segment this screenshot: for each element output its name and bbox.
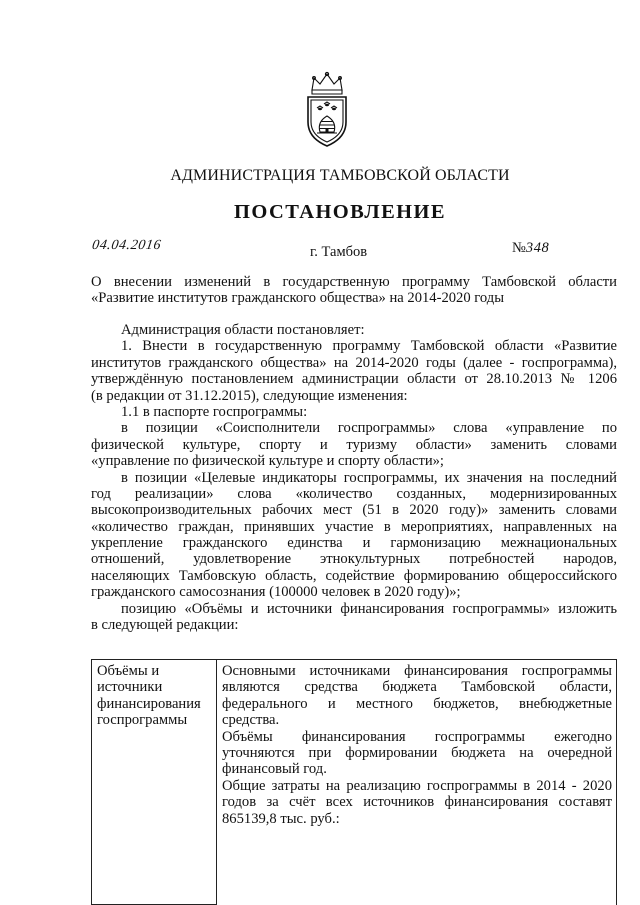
passport-table [91,659,617,905]
body-line: (в редакции от 31.12.2015), следующие изменения: [91,387,408,404]
body-line: Администрация области постановляет: [121,322,365,338]
value-line: финансовый год. [222,761,327,778]
document-number [512,240,549,256]
body-line: отношений, удовлетворение этнокультурных потребностей народов, [91,551,617,568]
body-line: населяющих Тамбовскую область, содействие формированию общероссийского [91,567,617,584]
value-line: уточняются при формировании бюджета на очередной [222,744,612,761]
body-line: гражданского самосознания (100000 человек в 2020 году)»; [91,584,461,601]
body-line: 1. Внести в государственную программу Тамбовской области «Развитие [121,338,617,355]
body-line: укрепление гражданского единства и гармонизацию межнациональных [91,535,617,552]
number-value: 348 [525,240,550,256]
body-line: высокопроизводительных рабочих мест (51 в 2020 году)» заменить словами [91,502,617,519]
value-line: являются средства бюджета Тамбовской области, [222,679,612,696]
document-type-title: ПОСТАНОВЛЕНИЕ [234,201,446,223]
number-sign: № [512,240,526,256]
document-city: г. Тамбов [310,244,368,260]
body-line: физической культуре, спорту и туризму области» заменить словами [91,436,617,453]
body-line: в позиции «Целевые индикаторы госпрограммы, их значения на последний [121,469,617,486]
table-value-cell [217,660,617,905]
table-label-cell [92,660,217,905]
tambov-coat-of-arms-icon [300,70,354,148]
body-line: 1.1 в паспорте госпрограммы: [121,403,308,420]
body-line: год реализации» слова «количество созданных, модернизированных [91,485,617,502]
body-line: «количество граждан, принявших участие в мероприятиях, направленных на [91,518,617,535]
label-line: финансирования [97,695,201,712]
organization-title: АДМИНИСТРАЦИЯ ТАМБОВСКОЙ ОБЛАСТИ [170,167,510,184]
subject-line: «Развитие институтов гражданского общества» на 2014-2020 годы [91,290,505,307]
value-line: средства. [222,712,280,729]
value-line: 865139,8 тыс. руб.: [222,810,340,827]
body-line: в следующей редакции: [91,617,239,634]
value-line: Основными источниками финансирования госпрограммы [222,663,612,679]
document-date: 04.04.2016 [91,238,163,253]
document-subject [91,274,617,307]
label-line: госпрограммы [97,712,188,729]
body-line: в позиции «Соисполнители госпрограммы» слова «управление по [121,420,617,437]
label-line: источники [97,679,163,696]
body-line: «управление по физической культуре и спорту области»; [91,453,444,470]
document-body [91,322,617,633]
body-line: утверждённую постановлением администрации области от 28.10.2013 № 1206 [91,371,617,388]
body-line: институтов гражданского общества» на 2014-2020 годы (далее - госпрограмма), [91,354,617,371]
subject-line: О внесении изменений в государственную программу Тамбовской области [91,274,617,290]
value-line: Объёмы финансирования госпрограммы ежегодно [222,728,612,745]
body-line: позицию «Объёмы и источники финансирования госпрограммы» изложить [121,600,617,617]
value-line: годов за счёт всех источников финансирования составят [222,794,612,811]
value-line: Общие затраты на реализацию госпрограммы в 2014 - 2020 [222,777,612,794]
value-line: федерального и местного бюджетов, внебюджетные [222,695,612,712]
label-line: Объёмы и [97,663,160,679]
table-row [92,660,617,905]
